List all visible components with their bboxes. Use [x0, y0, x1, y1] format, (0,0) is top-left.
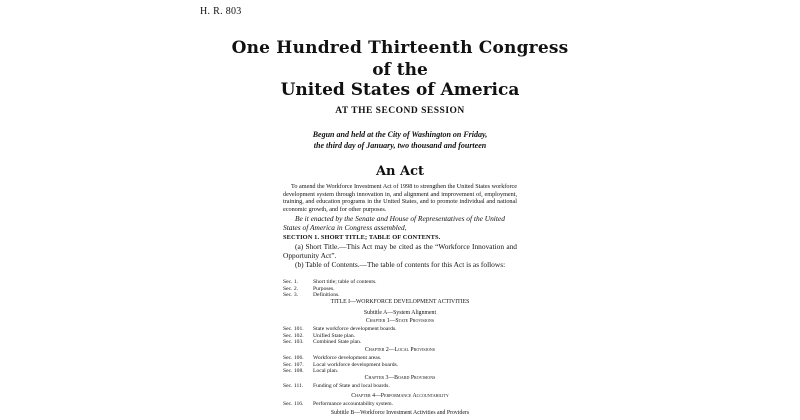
toc-item: Sec. 101. State workforce development boards.	[283, 326, 397, 332]
title-1-heading: TITLE I—WORKFORCE DEVELOPMENT ACTIVITIES	[330, 299, 470, 305]
toc-item: Sec. 108. Local plan.	[283, 368, 339, 375]
toc-item: Sec. 2. Purposes.	[283, 285, 335, 292]
chapter-1-list	[283, 326, 517, 346]
subtitle-b-heading: Subtitle B—Workforce Investment Activities and Providers	[330, 410, 470, 416]
congress-heading-line3: United States of America	[280, 80, 520, 100]
congress-heading-line2: of the	[372, 60, 428, 80]
toc-item: Sec. 102. Unified State plan.	[283, 332, 356, 339]
congress-heading-line1: One Hundred Thirteenth Congress	[231, 38, 569, 58]
subtitle-a-heading: Subtitle A—System Alignment	[363, 310, 437, 316]
chapter-3-heading: Chapter 3—Board Provisions	[364, 375, 436, 381]
section-1-heading: SECTION 1. SHORT TITLE; TABLE OF CONTENTS.	[283, 234, 441, 241]
chapter-1-heading: Chapter 1—State Provisions	[365, 318, 435, 324]
chapter-2-heading: Chapter 2—Local Provisions	[364, 347, 435, 353]
session-line: AT THE SECOND SESSION	[335, 106, 465, 116]
chapter-4-heading: Chapter 4—Performance Accountability	[351, 393, 449, 399]
chapter-3-list	[283, 383, 517, 390]
bill-number: H. R. 803	[200, 6, 242, 17]
act-title: An Act	[375, 164, 425, 179]
chapter-4-list	[283, 401, 517, 408]
begun-line-2: the third day of January, two thousand and fourteen	[313, 141, 487, 150]
toc-item: Sec. 106. Workforce development areas.	[283, 355, 382, 361]
chapter-2-list	[283, 355, 517, 375]
toc-item: Sec. 107. Local workforce development boards.	[283, 361, 399, 368]
purpose-paragraph: To amend the Workforce Investment Act of 1998 to strengthen the United States workforce development system through innovation in, and alignment and improvement of, employment, training, and education programs in the United States, and to promote individual and national economic growth, and for other purposes.	[283, 183, 517, 213]
toc-item: Sec. 3. Definitions.	[283, 292, 340, 299]
toc-intro-list	[283, 279, 517, 299]
paragraph-short-title: (a) Short Title.—This Act may be cited as the “Workforce Innovation and Opportunity Act”.	[283, 242, 517, 260]
toc-item: Sec. 1. Short title; table of contents.	[283, 279, 377, 285]
toc-item: Sec. 103. Combined State plan.	[283, 339, 362, 346]
enacting-clause: Be it enacted by the Senate and House of Representatives of the United States of America in Congress assembled,	[283, 214, 505, 232]
toc-item: Sec. 111. Funding of State and local boards.	[283, 383, 390, 389]
paragraph-table-of-contents: (b) Table of Contents.—The table of contents for this Act is as follows:	[295, 260, 506, 269]
toc-item: Sec. 116. Performance accountability system.	[283, 401, 393, 407]
begun-line-1: Begun and held at the City of Washington on Friday,	[312, 130, 488, 139]
